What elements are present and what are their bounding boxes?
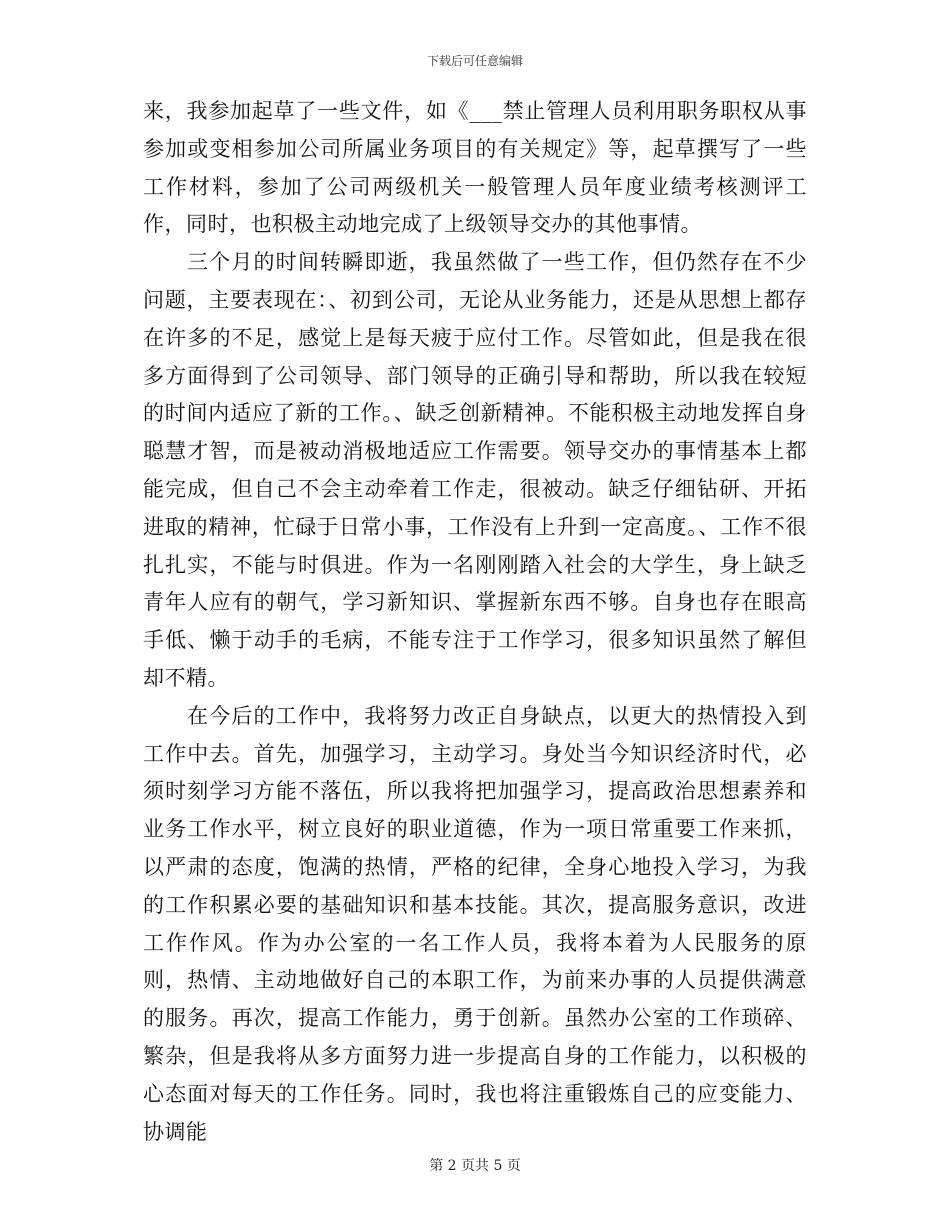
paragraph-1: 来，我参加起草了一些文件，如《___禁止管理人员利用职务职权从事参加或变相参加公司所属业务项目的有关规定》等，起草撰写了一些工作材料，参加了公司两级机关一般管理人员年度业绩考核测评工作，同时，也积极主动地完成了上级领导交办的其他事情。: [143, 99, 807, 237]
page-header: 下载后可任意编辑: [426, 54, 523, 68]
paragraph-3: 在今后的工作中，我将努力改正自身缺点，以更大的热情投入到工作中去。首先，加强学习，主动学习。身处当今知识经济时代，必须时刻学习方能不落伍，所以我将把加强学习，提高政治思想素养和业务工作水平，树立良好的职业道德，作为一项日常重要工作来抓，以严肃的态度，饱满的热情，严格的纪律，全身心地投入学习，为我的工作积累必要的基础知识和基本技能。其次，提高服务意识，改进工作作风。作为办公室的一名工作人员，我将本着为人民服务的原则，热情、主动地做好自己的本职工作，为前来办事的人员提供满意的服务。再次，提高工作能力，勇于创新。虽然办公室的工作琐碎、繁杂，但是我将从多方面努力进一步提高自身的工作能力，以积极的心态面对每天的工作任务。同时，我也将注重锻炼自己的应变能力、协调能: [143, 703, 807, 1144]
paragraph-2: 三个月的时间转瞬即逝，我虽然做了一些工作，但仍然存在不少问题，主要表现在：、初到公司，无论从业务能力，还是从思想上都存在许多的不足，感觉上是每天疲于应付工作。尽管如此，但是我在很多方面得到了公司领导、部门领导的正确引导和帮助，所以我在较短的时间内适应了新的工作。、缺乏创新精神。不能积极主动地发挥自身聪慧才智，而是被动消极地适应工作需要。领导交办的事情基本上都能完成，但自己不会主动牵着工作走，很被动。缺乏仔细钻研、开拓进取的精神，忙碌于日常小事，工作没有上升到一定高度。、工作不很扎扎实，不能与时俱进。作为一名刚刚踏入社会的大学生，身上缺乏青年人应有的朝气，学习新知识、掌握新东西不够。自身也存在眼高手低、懒于动手的毛病，不能专注于工作学习，很多知识虽然了解但却不精。: [143, 250, 807, 690]
document-body: [143, 93, 807, 1151]
page-footer: 第 2 页共 5 页: [429, 1158, 521, 1174]
